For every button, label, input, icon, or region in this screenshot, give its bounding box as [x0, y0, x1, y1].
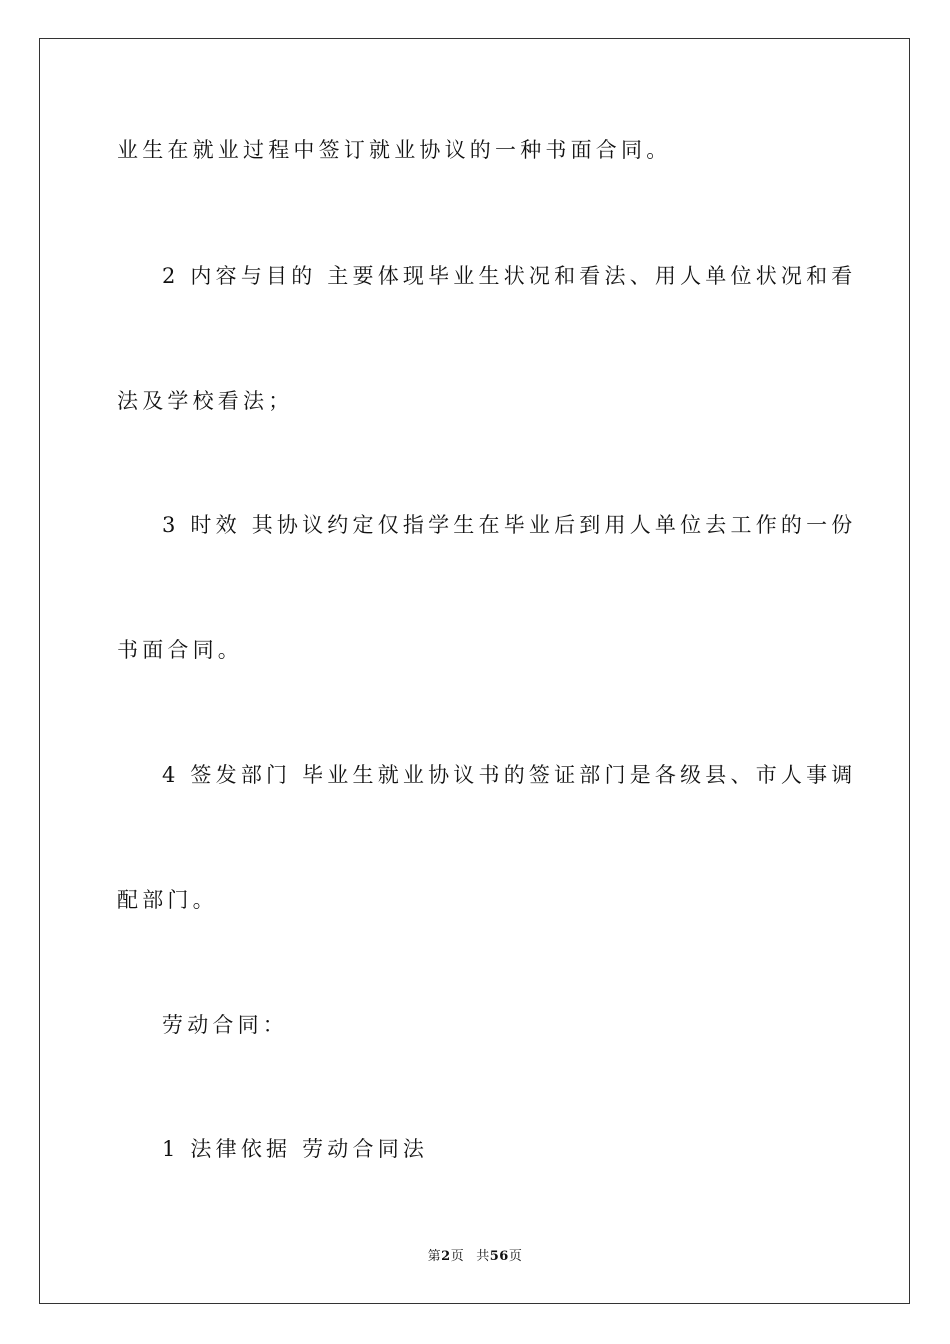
- page-border: [39, 38, 910, 1304]
- paragraph-line-1: 业生在就业过程中签订就业协议的一种书面合同。: [117, 138, 672, 162]
- page-footer: [0, 1249, 950, 1265]
- paragraph-line-4: 3 时效 其协议约定仅指学生在毕业后到用人单位去工作的一份: [162, 513, 857, 537]
- footer-total-pages: 56: [489, 1249, 509, 1264]
- footer-total-prefix: 共: [476, 1249, 490, 1264]
- paragraph-line-7: 配部门。: [117, 888, 218, 912]
- paragraph-line-3: 法及学校看法；: [117, 389, 294, 413]
- footer-page-number: 2: [441, 1249, 451, 1264]
- paragraph-line-9: 1 法律依据 劳动合同法: [162, 1137, 429, 1161]
- footer-page-prefix: 第: [427, 1249, 442, 1264]
- paragraph-line-2: 2 内容与目的 主要体现毕业生状况和看法、用人单位状况和看: [162, 264, 857, 288]
- paragraph-line-5: 书面合同。: [117, 638, 243, 662]
- section-heading-labor-contract: 劳动合同：: [162, 1013, 288, 1037]
- paragraph-line-6: 4 签发部门 毕业生就业协议书的签证部门是各级县、市人事调: [162, 763, 857, 787]
- footer-page-suffix: 页: [450, 1249, 465, 1264]
- footer-total-suffix: 页: [508, 1249, 523, 1264]
